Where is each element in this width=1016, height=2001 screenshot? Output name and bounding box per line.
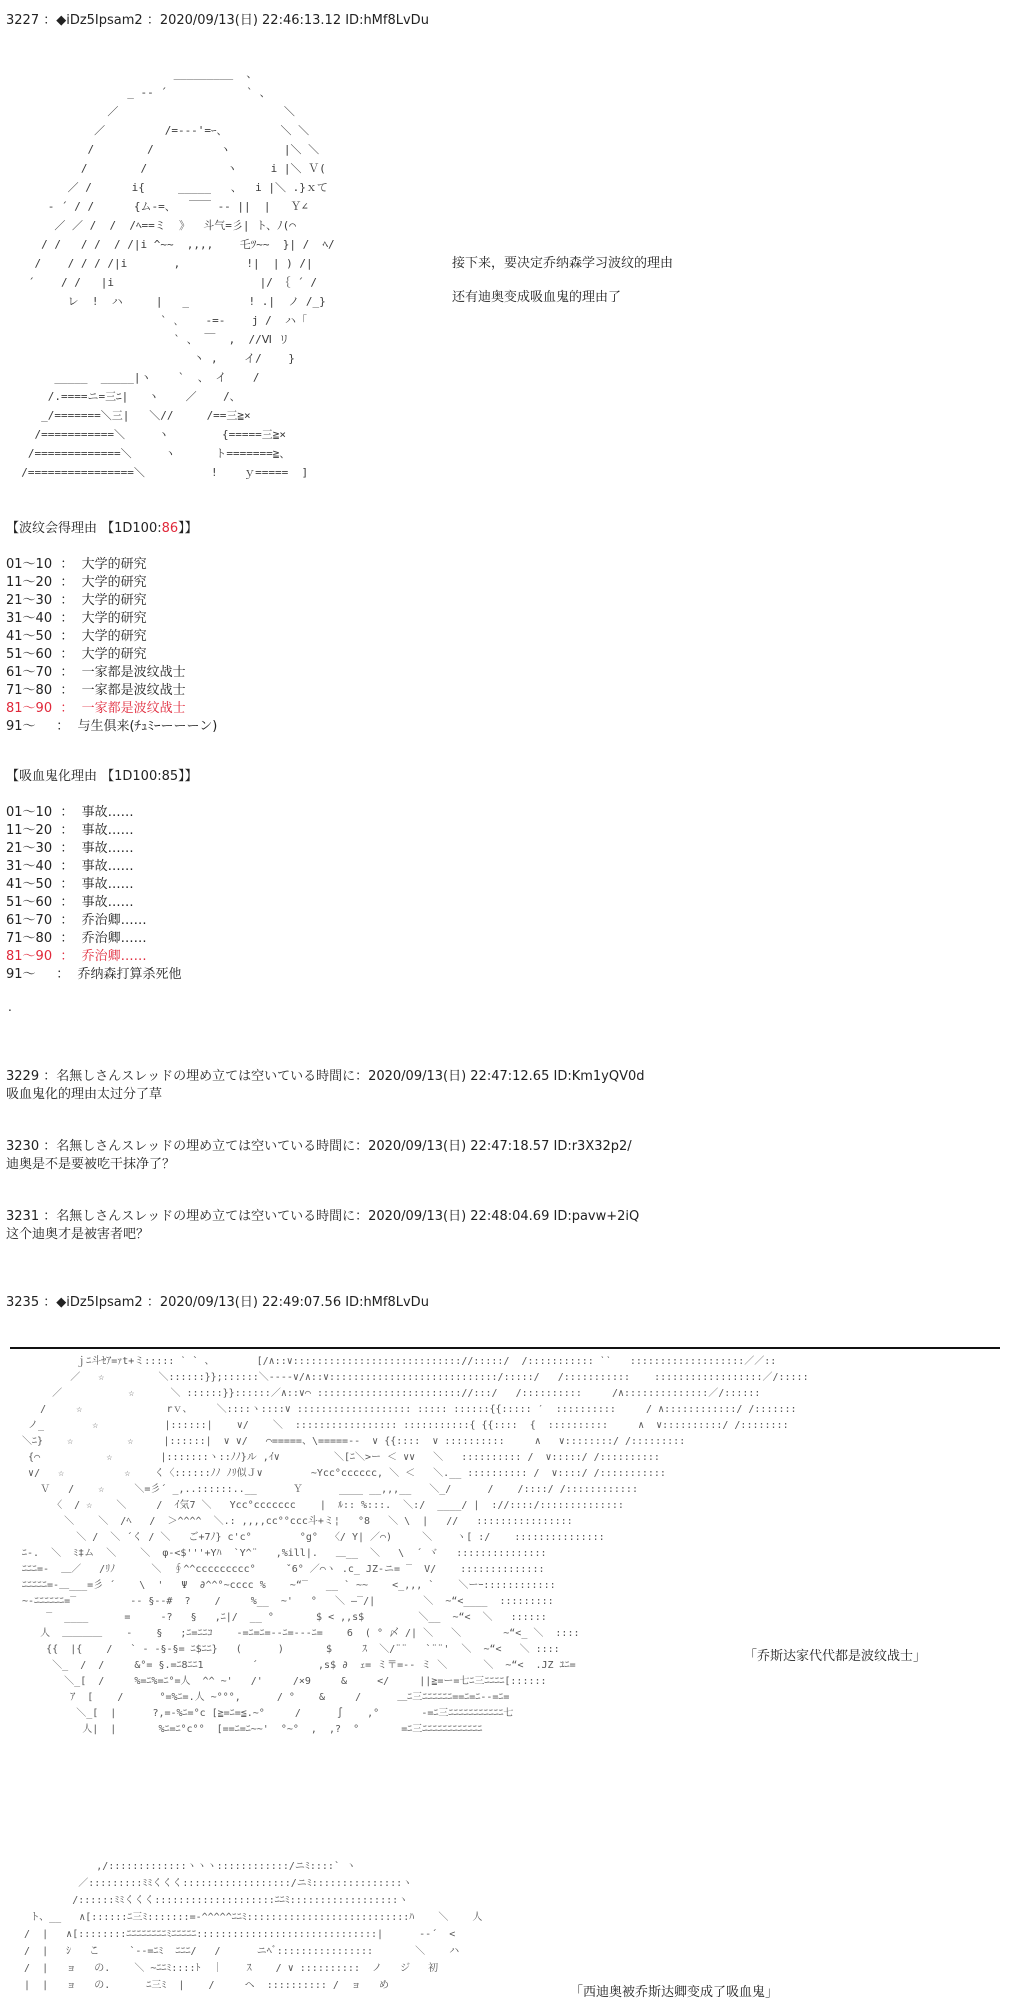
roll-table-vampire bbox=[6, 768, 198, 984]
panel-caption: 「西迪奥被乔斯达卿变成了吸血鬼」 bbox=[570, 1985, 779, 2000]
roll-row: 91～ ： 乔纳森打算杀死他 bbox=[6, 967, 182, 982]
roll-row: 11～20 ： 事故…… bbox=[6, 823, 134, 838]
reply-body: 这个迪奥才是被害者吧？ bbox=[6, 1227, 150, 1242]
post-header: 3227 ：◆iDz5Ipsam2 ：2020/09/13(日) 22:46:13.12 ID:hMf8LvDu bbox=[6, 13, 429, 28]
roll-row: 41～50 ： 事故…… bbox=[6, 877, 134, 892]
roll-row: 51～60 ： 事故…… bbox=[6, 895, 134, 910]
roll-row: 11～20 ： 大学的研究 bbox=[6, 575, 147, 590]
ascii-art-bottom: ,/:::::::::::::ヽヽヽ::::::::::::/ニﾐ::::` ヽ ／:::::::::ﾐﾐくくく::::::::::::::::::/ニﾐ:::::::::::::::ヽ /::::::ﾐﾐくくく::::::::::::::::::::ﾆﾆﾐ::::::::::::::::::ヽ ト、__ ∧[::::::ﾆ三ﾐ:::::::=-^^^^^ﾆﾆﾐ:::::::::::::::::::::::::::ﾊ ＼ 人 / | ∧[::::::::ﾆﾆﾆﾆﾆﾆﾆﾆﾐﾆﾆﾆﾆﾆ::::::::::::::::::::::::::::::| -‐´ < / | ｼ こ `‐-=ﾆﾐ ﾆﾆﾆ/ / ニﾍﾞ:::::::::::::::: ＼ ハ / | ョ の. ＼ ~ﾆﾆﾐ::::ﾄ ｜ ｽ / ∨ :::::::::: ノ ジ 初 | | ョ の. ﾆ三ﾐ | / ヘ :::::::::: / ョ め bbox=[24, 1861, 483, 1991]
roll-row-selected: 81～90 ： 乔治卿…… bbox=[6, 949, 147, 964]
roll-row: 31～40 ： 大学的研究 bbox=[6, 611, 147, 626]
reply-header: 3229 ：名無しさんスレッドの埋め立ては空いている時間に：2020/09/13(日) 22:47:12.65 ID:Km1yQV0d bbox=[6, 1069, 645, 1084]
narration-line: 还有迪奥变成吸血鬼的理由了 bbox=[452, 290, 622, 305]
roll-title: 【波纹会得理由 【1D100:86】】 bbox=[6, 521, 198, 536]
roll-row: 71～80 ： 乔治卿…… bbox=[6, 931, 147, 946]
panel-caption: 「乔斯达家代代都是波纹战士」 bbox=[744, 1649, 927, 1664]
roll-row: 71～80 ： 一家都是波纹战士 bbox=[6, 683, 186, 698]
reply-header: 3230 ：名無しさんスレッドの埋め立ては空いている時間に：2020/09/13(日) 22:47:18.57 ID:r3X32p2/ bbox=[6, 1139, 632, 1154]
roll-row: 31～40 ： 事故…… bbox=[6, 859, 134, 874]
roll-result: 86 bbox=[161, 521, 179, 536]
separator-dot: . bbox=[8, 1000, 12, 1014]
panel-divider bbox=[10, 1347, 1000, 1349]
narration-line: 接下来，要决定乔纳森学习波纹的理由 bbox=[452, 256, 674, 271]
reply-body: 迪奥是不是要被吃干抹净了？ bbox=[6, 1157, 176, 1172]
roll-row: 01～10 ： 大学的研究 bbox=[6, 557, 147, 572]
roll-row: 91～ ： 与生俱来(ﾁｭﾐｰーーーン) bbox=[6, 719, 218, 734]
roll-row: 41～50 ： 大学的研究 bbox=[6, 629, 147, 644]
roll-row: 21～30 ： 大学的研究 bbox=[6, 593, 147, 608]
roll-table-ripple bbox=[6, 520, 217, 736]
ascii-art-scene: ｊﾆ斗ｾｱ=ｧt+ミ::::: ˋ ` 、 [/∧::∨:::::::::::::::::::::::::::://:::::/ /::::::::::: ˋˋ :::::::::::::::::::／／:: ／ ☆ ＼::::::}};::::::＼‐‐‐-∨/∧::∨::::::::::::::::::::::::::::/:::::/ /::::::::::: ::::::::::::::::::／/::::: ／ ☆ ＼ ::::::}}::::::／∧::∨⌒ :::::::::::::::::::::::://:::/ /:::::::::: /∧::::::::::::::／/:::::: / ☆ rｖ、 ＼::::ヽ::::∨ ::::::::::::::::::: ::::: ::::::{{::::: ′ :::::::::: / ∧::::::::::::/ /::::::: ノ_ ☆ |::::::| ∨/ ＼ ::::::::::::::::: :::::::::::{ {{:::: { :::::::::: ∧ ∨::::::::::/ /:::::::: ＼ﾆ} ☆ ☆ |::::::| ∨ ∨/ ⌒=====、\=====-- ∨ {{:::: ∨ :::::::::: ∧ ∨::::::::/ /::::::::: {⌒ ☆ |:::::::ヽ::ﾉﾉ}ル ,ｲ∨ ＼[ﾆ＼>ー ＜ ∨∨ ＼ :::::::::: / ∨:::::/ /:::::::::: ∨/ ☆ ☆ く〈::::::ﾉﾉ ﾉﾘ似Ｊ∨ ~Ycc°cccccc, ＼ ＜ ＼.__ :::::::::: / ∨::::/ /::::::::::: Ｖ / ☆ ＼=彡´ _,..::::::..__ Ｙ ____ __,,,__ ＼_/ / /::::/ /:::::::::::: 〈 / ☆ ＼ / ｲ気7 ＼ Ycc°ccccccc | ﾙ:: %:::. ＼:/ ____/ | ://::::/:::::::::::::: ＼ ＼ /ﾍ / ＞^^^^ ＼.: ,,,,cc°°ccc斗+ミ¦ °8 ＼ \ | // :::::::::::::::: ＼ / ＼ ´く / ＼ ご+7ﾉ} c'c° °g° 〈/ Y| ／⌒) ＼ ヽ[ :/ ::::::::::::::: ﾆ-. ＼ ﾐ‡ム ＼ ＼ φ-<$'''+Yﾊ `Y^¨ ,%ill|. ＿__ ＼ \ ´ ヾ ::::::::::::::: ﾆﾆﾆ=- ＿／ /ﾘﾉ ＼ ∮^^ccccccccc° ˇ6° ／⌒ヽ .c_ JZ-ニ= ‾ V/ :::::::::::::: ﾆﾆﾆﾆﾆ=-＿___=彡 ´ \ ' Ψ ∂^^°~cccc % ~“‾ __ ` ~~ <_,,, ` ＼ーｰ:::::::::::: ~-ﾆﾆﾆﾆﾆﾆ=‾ -- §--# ? / %__ ~' ° ＼ ―‾/| ＼ ~“<____ ::::::::: ‾ ____ = -? § ,ﾆ|/ __ ° $ < ,,s$ ＼__ ~“< ＼ :::::: 人 ＿＿＿＿ - § ;ﾆ=ﾆﾆｺ -=ﾆ=ﾆ=--ﾆ=---ﾆ= 6 ( ° 〆 /| ＼ ＼ ~“<_ ＼ :::: {{ |{ / ` - ‐§-§= ﾆ$ﾆﾆ} ( ) $ ｽ ＼/¨¨ `¨¨' ＼ ~“< ＼ :::: ＼_ / / &°= §.=ﾆ8ﾆﾆ1 ´ ,s$ ∂ ｪ= ミ〒=-- ミ ＼ ＼ ~“< .JZ ﾕﾆ= ＼_[ / %=ﾆ%=ﾆ°=人 ^^ ~' /' /×9 & </ ||≧=ー=七ﾆ三ﾆﾆﾆﾆ[:::::: ｱ [ / °=%ﾆ=.人 ~°°°, / ° & / ＿ﾆ三ﾆﾆﾆﾆﾆﾆ==ﾆ=ﾆ--=ﾆ= ＼_[ | ?‚=-%ﾆ=°c [≧=ﾆ=≦.~° / ∫ ,° -=ﾆ三ﾆﾆﾆﾆﾆﾆﾆﾆﾆﾆﾆ七 人| | %ﾆ=ﾆ°c°° [==ﾆ=ﾆ~~' °~° , ,? ° =ﾆ三ﾆﾆﾆﾆﾆﾆﾆﾆﾆﾆﾆﾆ bbox=[22, 1356, 809, 1735]
roll-row: 01～10 ： 事故…… bbox=[6, 805, 134, 820]
roll-row: 21～30 ： 事故…… bbox=[6, 841, 134, 856]
ascii-art-portrait: _________ 、 _ -‐ ´ ` 、 ／ ＼ ／ /=--‐'=ｰ、 ＼ ＼ / / ヽ |＼ ＼ / / ヽ i |＼ Ｖ( ／ / i{ _____ 、 i |＼ .}ｘて - ´ / / {ム-=、 ￣￣ -- || | Ｙ∠ ／ ／ / / /ﾍ==ミ 》 斗气=彡| ト、ﾉ(⌒ / / / / / /|i ^~~ ,,,, 乇ﾂ~~ }| / ﾍ/ / / / / /|i , !| | ) /| ´ / / |i |/ ｛ ´ / レ ! ハ | _ ! .| ノ /_} ` ､ -=- j / ハ「 ` 、 ￣ , //Ⅵ リ 丶 , イ/ } _____ _____|ヽ ` 、 イ / /.====ニ=三ﾆ| ヽ ／ /、 _/=======＼三| ＼// /==三≧× /===========＼ ヽ {=====三≧× /=============＼ ヽ ト=======≧、 /================＼ ! ｙ===== ] bbox=[21, 67, 335, 479]
reply-header: 3231 ：名無しさんスレッドの埋め立ては空いている時間に：2020/09/13(日) 22:48:04.69 ID:pavw+2iQ bbox=[6, 1209, 640, 1224]
reply-body: 吸血鬼化的理由太过分了草 bbox=[6, 1087, 163, 1102]
roll-row: 61～70 ： 一家都是波纹战士 bbox=[6, 665, 186, 680]
roll-row-selected: 81～90 ： 一家都是波纹战士 bbox=[6, 701, 186, 716]
roll-row: 61～70 ： 乔治卿…… bbox=[6, 913, 147, 928]
post-header: 3235 ：◆iDz5Ipsam2 ：2020/09/13(日) 22:49:07.56 ID:hMf8LvDu bbox=[6, 1295, 429, 1310]
roll-title: 【吸血鬼化理由 【1D100:85】】 bbox=[6, 769, 198, 784]
roll-row: 51～60 ： 大学的研究 bbox=[6, 647, 147, 662]
